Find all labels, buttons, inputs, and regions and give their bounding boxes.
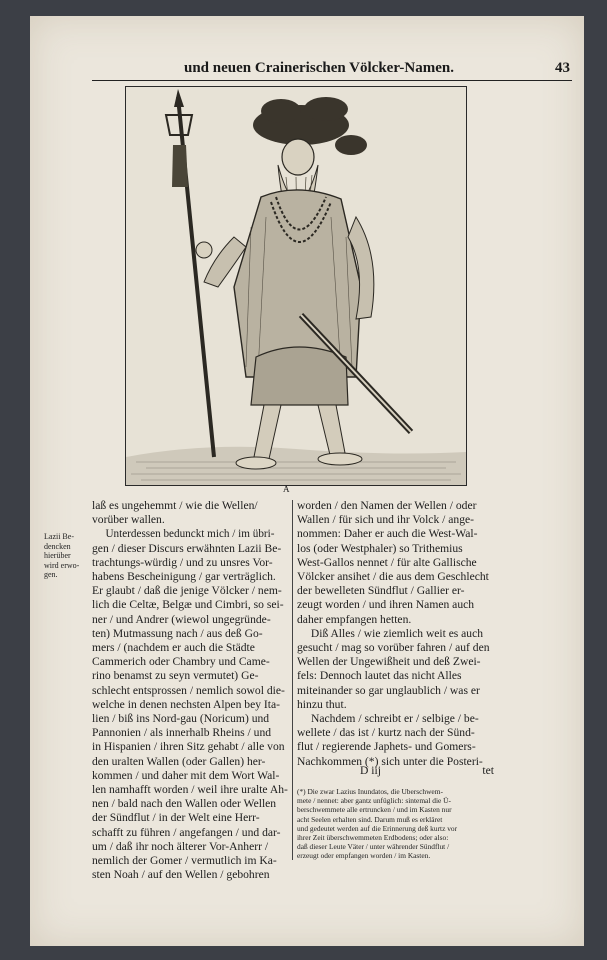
text-line: welche in denen nechsten Alpen bey Ita- <box>92 697 281 711</box>
column-divider <box>292 500 293 860</box>
text-line: hinzu thut. <box>297 697 347 711</box>
catchword: tet <box>482 764 494 777</box>
text-line: len namhafft worden / weil ihre uralte Ah- <box>92 783 288 797</box>
margin-note-line: wird erwo- <box>44 560 80 570</box>
text-line: der Sündflut / in der Welt eine Herr- <box>92 811 260 825</box>
running-head <box>92 58 572 81</box>
text-line: miteinander so gar unglaublich / was er <box>297 683 480 697</box>
text-line: schlecht entsprossen / nemlich sowol die- <box>92 683 285 697</box>
plate-letter: A <box>283 484 290 494</box>
text-line: fels: Dennoch lautet das nicht Alles <box>297 669 462 683</box>
text-line: Cammerich oder Chambry und Came- <box>92 655 270 669</box>
text-line: mers / (nachdem er auch die Städte <box>92 641 255 655</box>
text-line: Nachdem / schreibt er / selbige / be- <box>311 712 479 726</box>
footnote-line: acht Seelen erhalten sind. Darum muß es erkläret <box>297 814 443 824</box>
engraving-figure <box>126 87 466 485</box>
text-line: Wallen / für sich und ihr Volck / ange- <box>297 513 475 527</box>
text-line: gesucht / mag so vorüber fahren / auf den <box>297 641 490 655</box>
margin-note-line: Lazii Be- <box>44 532 74 541</box>
footnote-line: ihrer Zeit überschwemmeten Erdbodens; oder also: <box>297 833 449 843</box>
text-line: wellete / das ist / kurtz nach der Sünd- <box>297 726 475 740</box>
text-line: daher empfangen hetten. <box>297 612 412 626</box>
text-line: sten Noah / auf den Wellen / gebohren <box>92 868 270 882</box>
text-line: den uralten Wallen (oder Gallen) her- <box>92 754 266 768</box>
text-line: Pannonien / als innerhalb Rheins / und <box>92 726 272 740</box>
footnote-line: mete / nennet: aber gantz unfüglich: sintemal die Ü- <box>297 796 451 806</box>
text-line: Diß Alles / wie ziemlich weit es auch <box>310 626 483 640</box>
text-line: der bewelleten Sündflut / Gallier er- <box>297 584 465 598</box>
footnote-line: berschwemmete alle ertruncken / und im Kasten nur <box>297 805 452 815</box>
text-line: habens Bescheinigung / gar verträglich. <box>92 570 276 584</box>
text-line: in Hispanien / ihren Sitz gehabt / alle von <box>92 740 285 754</box>
text-line: zeugt worden / und ihren Namen auch <box>297 598 475 612</box>
footnote <box>297 787 501 861</box>
right-column <box>297 499 497 769</box>
text-line: lich die Celtæ, Belgæ und Cimbri, so sei- <box>92 598 284 612</box>
text-line: kommen / und daher mit dem Wort Wal- <box>92 768 280 782</box>
margin-note-line: dencken <box>44 541 71 551</box>
footnote-line: daß dieser Leute Väter / unter währender Sündflut / <box>297 842 450 852</box>
text-line: trachtungs-würdig / und zu unsres Vor- <box>92 555 273 569</box>
text-line: flut / regierende Japhets- und Gomers- <box>297 740 476 754</box>
footnote-line: (*) Die zwar Lazius Inundatos, die Uberschwem- <box>297 787 443 796</box>
left-column <box>92 499 288 882</box>
text-line: ten) Mutmassung nach / aus deß Go- <box>92 626 263 640</box>
footnote-line: und gedeutet werden auf die Erinnerung deß kurtz vor <box>297 823 458 833</box>
text-line: vorüber wallen. <box>92 513 165 527</box>
text-line: um / daß ihr noch älterer Vor-Anherr / <box>92 839 269 853</box>
margin-note-line: gen. <box>44 570 58 579</box>
text-line: Er glaubt / daß die jenige Völcker / nem- <box>92 584 282 598</box>
text-line: Unterdessen bedunckt mich / im übri- <box>105 527 275 541</box>
text-line: nemlich der Gomer / vermutlich im Ka- <box>92 854 277 868</box>
text-line: ner / und Andrer (wiewol ungegründe- <box>92 612 271 626</box>
text-line: los (oder Westphaler) so Trithemius <box>297 541 463 555</box>
engraving-plate <box>125 86 467 486</box>
text-line: Völcker ansihet / die aus dem Geschlecht <box>297 570 489 584</box>
text-line: lien / biß ins Nord-gau (Noricum) und <box>92 712 270 726</box>
text-line: nommen: Daher er auch die West-Wal- <box>297 527 478 541</box>
running-head-title: und neuen Crainerischen Völcker-Namen. <box>184 60 454 76</box>
text-line: West-Gallos nennet / für alte Gallische <box>297 555 477 569</box>
text-line: schafft zu führen / angefangen / und dar- <box>92 825 281 839</box>
footnote-line: erzeugt oder empfangen worden / im Kasten. <box>297 851 431 861</box>
text-line: Nachkommen (*) sich unter die Posteri- <box>297 754 483 768</box>
signature-mark: D iij <box>360 764 381 777</box>
page-number: 43 <box>555 60 570 76</box>
text-line: rino benamst zu seyn vermutet) Ge- <box>92 669 259 683</box>
text-line: gen / dieser Discurs erwähnten Lazii Be- <box>92 541 282 555</box>
text-line: nen / bald nach den Wallen oder Wellen <box>92 797 277 811</box>
text-line: worden / den Namen der Wellen / oder <box>297 499 477 512</box>
margin-note-line: hierüber <box>44 551 71 560</box>
text-line: Wellen der Ungewißheit und deß Zwei- <box>297 655 481 669</box>
margin-note <box>44 532 90 580</box>
text-line: laß es ungehemmt / wie die Wellen/ <box>92 499 258 512</box>
